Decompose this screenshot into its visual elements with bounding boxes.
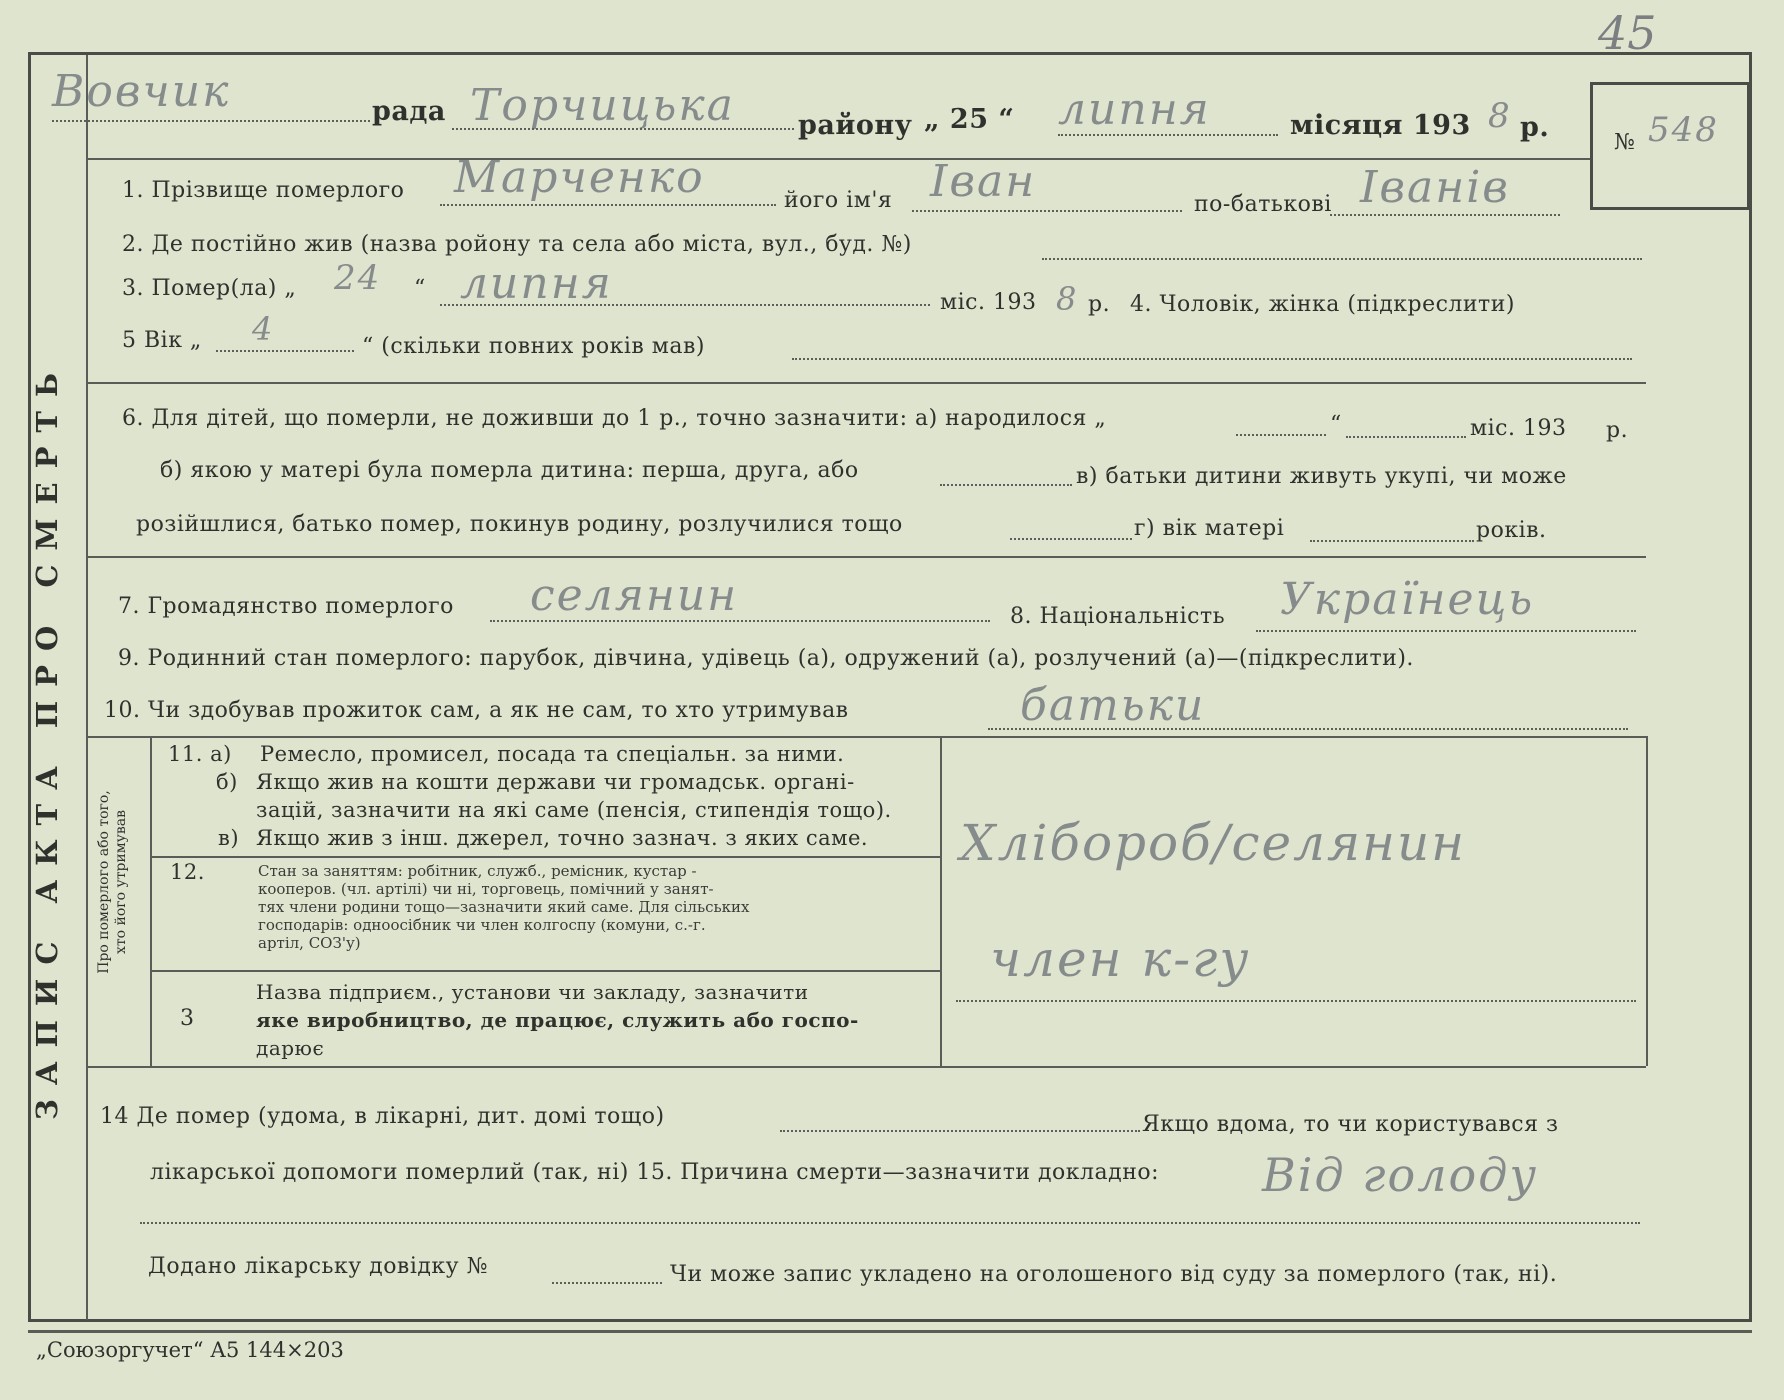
f6-dots-c xyxy=(940,484,1072,486)
f16-b: Чи може запис укладено на оголошеного від суду за померлого (так, ні). xyxy=(670,1262,1558,1287)
f15-value: Від голоду xyxy=(1262,1148,1539,1202)
year-r-label: р. xyxy=(1520,112,1550,143)
number-value: 548 xyxy=(1648,110,1719,150)
f6-line3: розійшлися, батько помер, покинув родину, розлучилися тощо xyxy=(136,512,903,537)
f14-label: 14 Де помер (удома, в лікарні, дит. домі тощо) xyxy=(100,1104,665,1129)
f13-num: 3 xyxy=(180,1006,195,1031)
rada-label: рада xyxy=(372,96,446,127)
f1-name-label: його ім'я xyxy=(784,188,893,213)
f3-r: р. xyxy=(1088,292,1111,317)
f9-label: 9. Родинний стан померлого: парубок, дівчина, удівець (а), одружений (а), розлучений (а)—(підкреслити). xyxy=(118,646,1414,671)
f7-value: селянин xyxy=(530,570,739,621)
f12-text5: артіл, СОЗ'у) xyxy=(258,934,361,952)
header-divider xyxy=(86,158,1590,160)
month-label: місяця 193 xyxy=(1290,110,1471,141)
f6-dots-b xyxy=(1346,436,1466,438)
f12-num: 12. xyxy=(170,860,205,884)
f3-quote: “ xyxy=(414,276,426,301)
footer-line xyxy=(28,1330,1752,1333)
rada-value-handwritten: Вовчик xyxy=(52,66,231,117)
publisher-footer: „Союзоргучет“ А5 144×203 xyxy=(36,1338,344,1362)
f2-label: 2. Де постійно жив (назва ройону та села або міста, вул., буд. №) xyxy=(122,232,912,257)
value-column-line xyxy=(940,736,942,1066)
f3-month: липня xyxy=(460,258,613,309)
f8-value: Українець xyxy=(1280,574,1535,625)
f6-line3-c: років. xyxy=(1476,518,1547,543)
f7-label: 7. Громадянство померлого xyxy=(118,594,454,619)
sidebar-title: ЗАПИС АКТА ПРО СМЕРТЬ xyxy=(30,359,64,1120)
f10-label: 10. Чи здобував прожиток сам, а як не сам, то хто утримував xyxy=(104,698,849,723)
f6-dots-d xyxy=(1010,538,1132,540)
date-month-handwritten: липня xyxy=(1058,84,1211,135)
month-dots xyxy=(1058,134,1278,136)
rada-dots xyxy=(52,120,370,122)
right-edge-line xyxy=(1646,736,1648,1066)
f11-b-prefix: б) xyxy=(216,770,238,794)
f5-dots xyxy=(216,350,354,352)
f2-dots xyxy=(1042,258,1642,260)
f15-dots xyxy=(140,1222,1640,1224)
f12-text4: господарів: одноосібник чи член колгоспу (комуни, с.-г. xyxy=(258,916,706,934)
date-day: „ 25 “ xyxy=(924,104,1015,135)
f3-year-label: міс. 193 xyxy=(940,290,1037,315)
f14-b: Якщо вдома, то чи користувався з xyxy=(1142,1112,1559,1137)
f3-dots xyxy=(440,304,930,306)
f6-dots-e xyxy=(1310,540,1474,542)
rada2-dots xyxy=(452,128,794,130)
f6-line2: б) якою у матері була померла дитина: перша, друга, або xyxy=(160,458,859,483)
f6-dots-a xyxy=(1236,434,1326,436)
side-label-line1: Про померлого або того, xyxy=(96,790,112,974)
f12-value: член к-гу xyxy=(990,930,1251,988)
corner-number: 45 xyxy=(1598,6,1657,60)
f11-b2: зацій, зазначити на які саме (пенсія, стипендія тощо). xyxy=(256,798,892,822)
f5-suffix: “ (скільки повних років мав) xyxy=(362,334,706,359)
divider-4 xyxy=(86,1066,1646,1068)
side-label xyxy=(96,732,130,1032)
f6-line3-b: г) вік матері xyxy=(1134,516,1285,541)
f6-line1-d: р. xyxy=(1606,418,1629,443)
f12-text2: кооперов. (чл. артілі) чи ні, торговець, помічний у занят- xyxy=(258,880,714,898)
f13-text1: Назва підприєм., установи чи закладу, зазначити xyxy=(256,980,809,1004)
f16-label: Додано лікарську довідку № xyxy=(148,1254,488,1279)
sidebar-divider xyxy=(86,55,88,1320)
f8-dots xyxy=(1256,630,1636,632)
f11-a: Ремесло, промисел, посада та спеціальн. за ними. xyxy=(260,742,845,766)
f13-text3: дарює xyxy=(256,1036,325,1060)
divider-11-12 xyxy=(150,856,940,858)
f1-patr-dots xyxy=(1330,214,1560,216)
f8-label: 8. Національність xyxy=(1010,604,1226,629)
f1-value: Марченко xyxy=(454,152,705,203)
f12-text3: тях члени родини тощо—зазначити який саме. Для сільських xyxy=(258,898,750,916)
rayon-label: району xyxy=(798,110,913,141)
f14-dots xyxy=(780,1130,1140,1132)
f11-c-prefix: в) xyxy=(218,826,240,850)
divider-12-13 xyxy=(150,970,940,972)
f1-label: 1. Прізвище померлого xyxy=(122,178,405,203)
side-block-line xyxy=(150,736,152,1066)
f12-text1: Стан за заняттям: робітник, служб., ремісник, кустар - xyxy=(258,862,697,880)
rada-value2-handwritten: Торчицька xyxy=(470,80,735,131)
f10-dots xyxy=(988,728,1628,730)
f3-day: 24 xyxy=(334,258,382,298)
f6-line1-c: міс. 193 xyxy=(1470,416,1567,441)
f13-text2: яке виробництво, де працює, служить або госпо- xyxy=(256,1008,859,1032)
f1-dots xyxy=(440,204,776,206)
f1-name-value: Іван xyxy=(930,156,1037,207)
f5-value: 4 xyxy=(252,310,275,348)
f1-patronymic-label: по-батькові xyxy=(1194,192,1332,217)
f11-c: Якщо жив з інш. джерел, точно зазнач. з яких саме. xyxy=(256,826,869,850)
f6-line2-b: в) батьки дитини живуть укупі, чи може xyxy=(1076,464,1567,489)
f1-name-dots xyxy=(912,210,1182,212)
f16-dots xyxy=(552,1282,662,1284)
f6-line1: 6. Для дітей, що померли, не доживши до 1 р., точно зазначити: а) народилося „ xyxy=(122,406,1107,431)
f3-year-suffix: 8 xyxy=(1056,280,1079,318)
f1-patronymic-value: Іванів xyxy=(1360,162,1510,213)
side-label-line2: хто його утримував xyxy=(113,810,129,955)
divider-1 xyxy=(86,382,1646,384)
year-suffix: 8 xyxy=(1488,96,1512,136)
f4-label: 4. Чоловік, жінка (підкреслити) xyxy=(1130,292,1515,317)
divider-2 xyxy=(86,556,1646,558)
divider-3 xyxy=(86,736,1646,738)
f11-value: Хлібороб/селянин xyxy=(960,814,1467,872)
f11-num: 11. а) xyxy=(168,742,232,766)
f3-label: 3. Помер(ла) „ xyxy=(122,276,297,301)
f6-line1-b: “ xyxy=(1330,412,1342,437)
f13-dots xyxy=(956,1000,1636,1002)
f11-b: Якщо жив на кошти держави чи громадськ. органі- xyxy=(256,770,855,794)
f5-label: 5 Вік „ xyxy=(122,328,202,353)
f14-c: лікарської допомоги померлий (так, ні) 15. Причина смерти—зазначити докладно: xyxy=(150,1160,1160,1185)
f5-after-dots xyxy=(792,358,1632,360)
f7-dots xyxy=(490,620,990,622)
number-label: № xyxy=(1614,130,1636,155)
f10-value: батьки xyxy=(1020,680,1206,731)
